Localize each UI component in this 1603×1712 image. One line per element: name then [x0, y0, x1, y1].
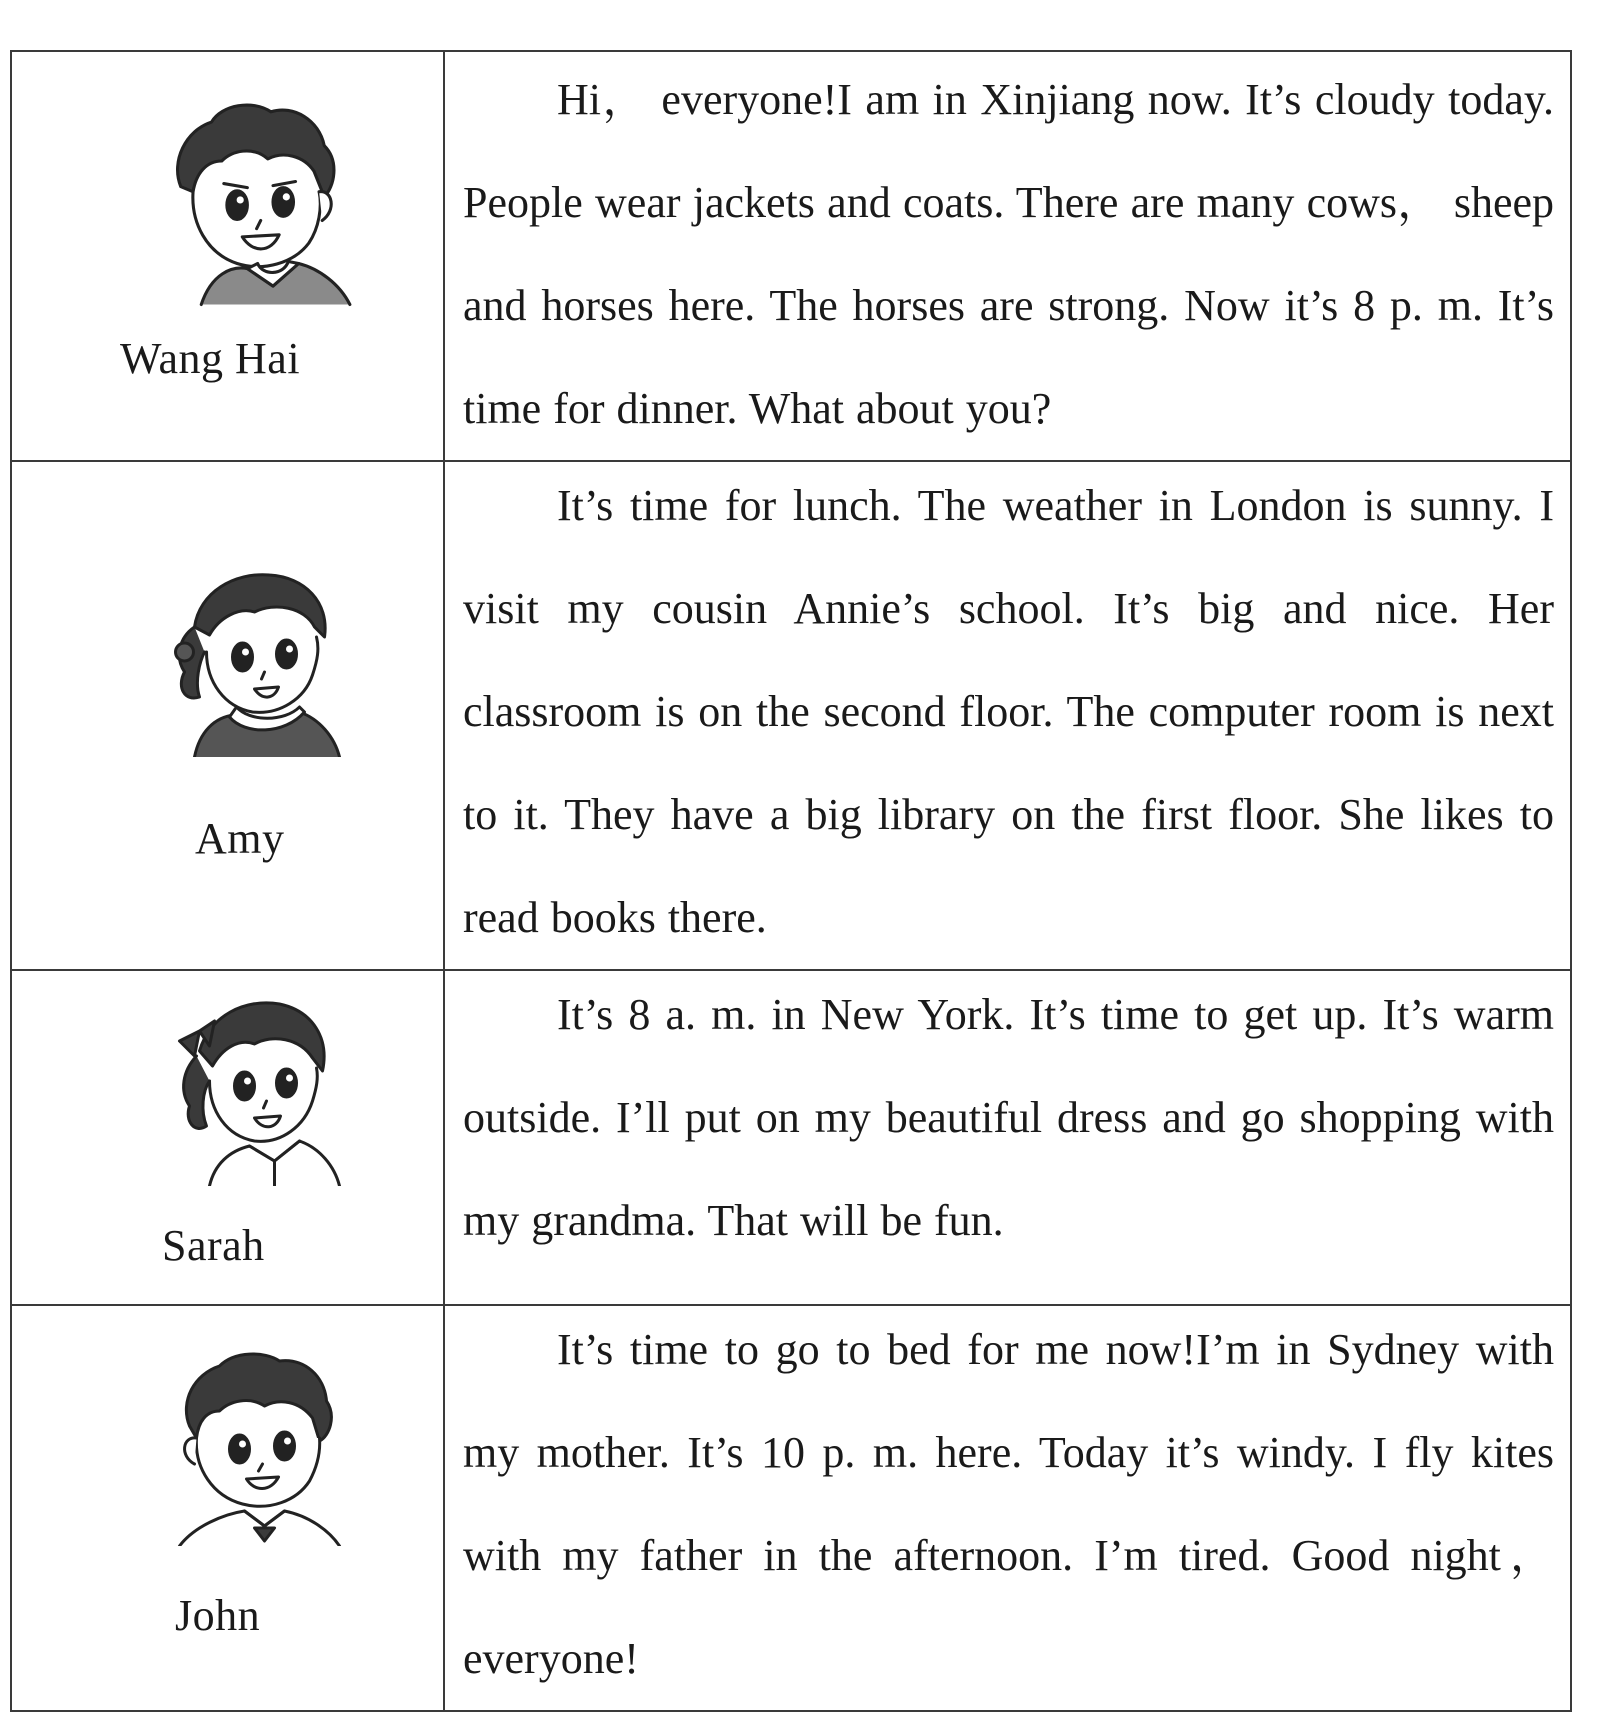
character-name: Wang Hai [120, 334, 301, 383]
message-cell [444, 1305, 1571, 1711]
character-name: John [175, 1591, 261, 1640]
girl-cartoon-portrait-icon [152, 557, 357, 757]
girl-with-bow-cartoon-portrait-icon [152, 986, 357, 1186]
message-text: Hi， everyone!I am in Xinjiang now. It’s cloudy today. People wear jackets and coats. There are many cows， sheep and horses here. The horses are strong. Now it’s 8 p. m. It’s time for dinner. What about you? [463, 75, 1554, 433]
message-text: It’s time to go to bed for me now!I’m in Sydney with my mother. It’s 10 p. m. here. Today it’s windy. I fly kites with my father in the afternoon. I’m tired. Good night， everyone! [463, 1325, 1554, 1683]
table-row [11, 461, 1571, 970]
character-name: Sarah [162, 1221, 265, 1270]
character-name: Amy [195, 814, 285, 863]
table-row [11, 1305, 1571, 1711]
character-cell [11, 51, 444, 461]
message-cell [444, 970, 1571, 1305]
character-cell [11, 461, 444, 970]
table-row [11, 970, 1571, 1305]
boy-with-collar-cartoon-portrait-icon [152, 1346, 357, 1546]
boy-cartoon-portrait-icon [150, 97, 355, 307]
character-cell [11, 970, 444, 1305]
message-cell [444, 461, 1571, 970]
table-row [11, 51, 1571, 461]
message-cell [444, 51, 1571, 461]
character-table [10, 50, 1572, 1712]
character-cell [11, 1305, 444, 1711]
message-text: It’s time for lunch. The weather in London is sunny. I visit my cousin Annie’s school. It’s big and nice. Her classroom is on the second floor. The computer room is next to it. They have a big library on the first floor. She likes to read books there. [463, 481, 1554, 942]
message-text: It’s 8 a. m. in New York. It’s time to get up. It’s warm outside. I’ll put on my beautiful dress and go shopping with my grandma. That will be fun. [463, 990, 1554, 1245]
